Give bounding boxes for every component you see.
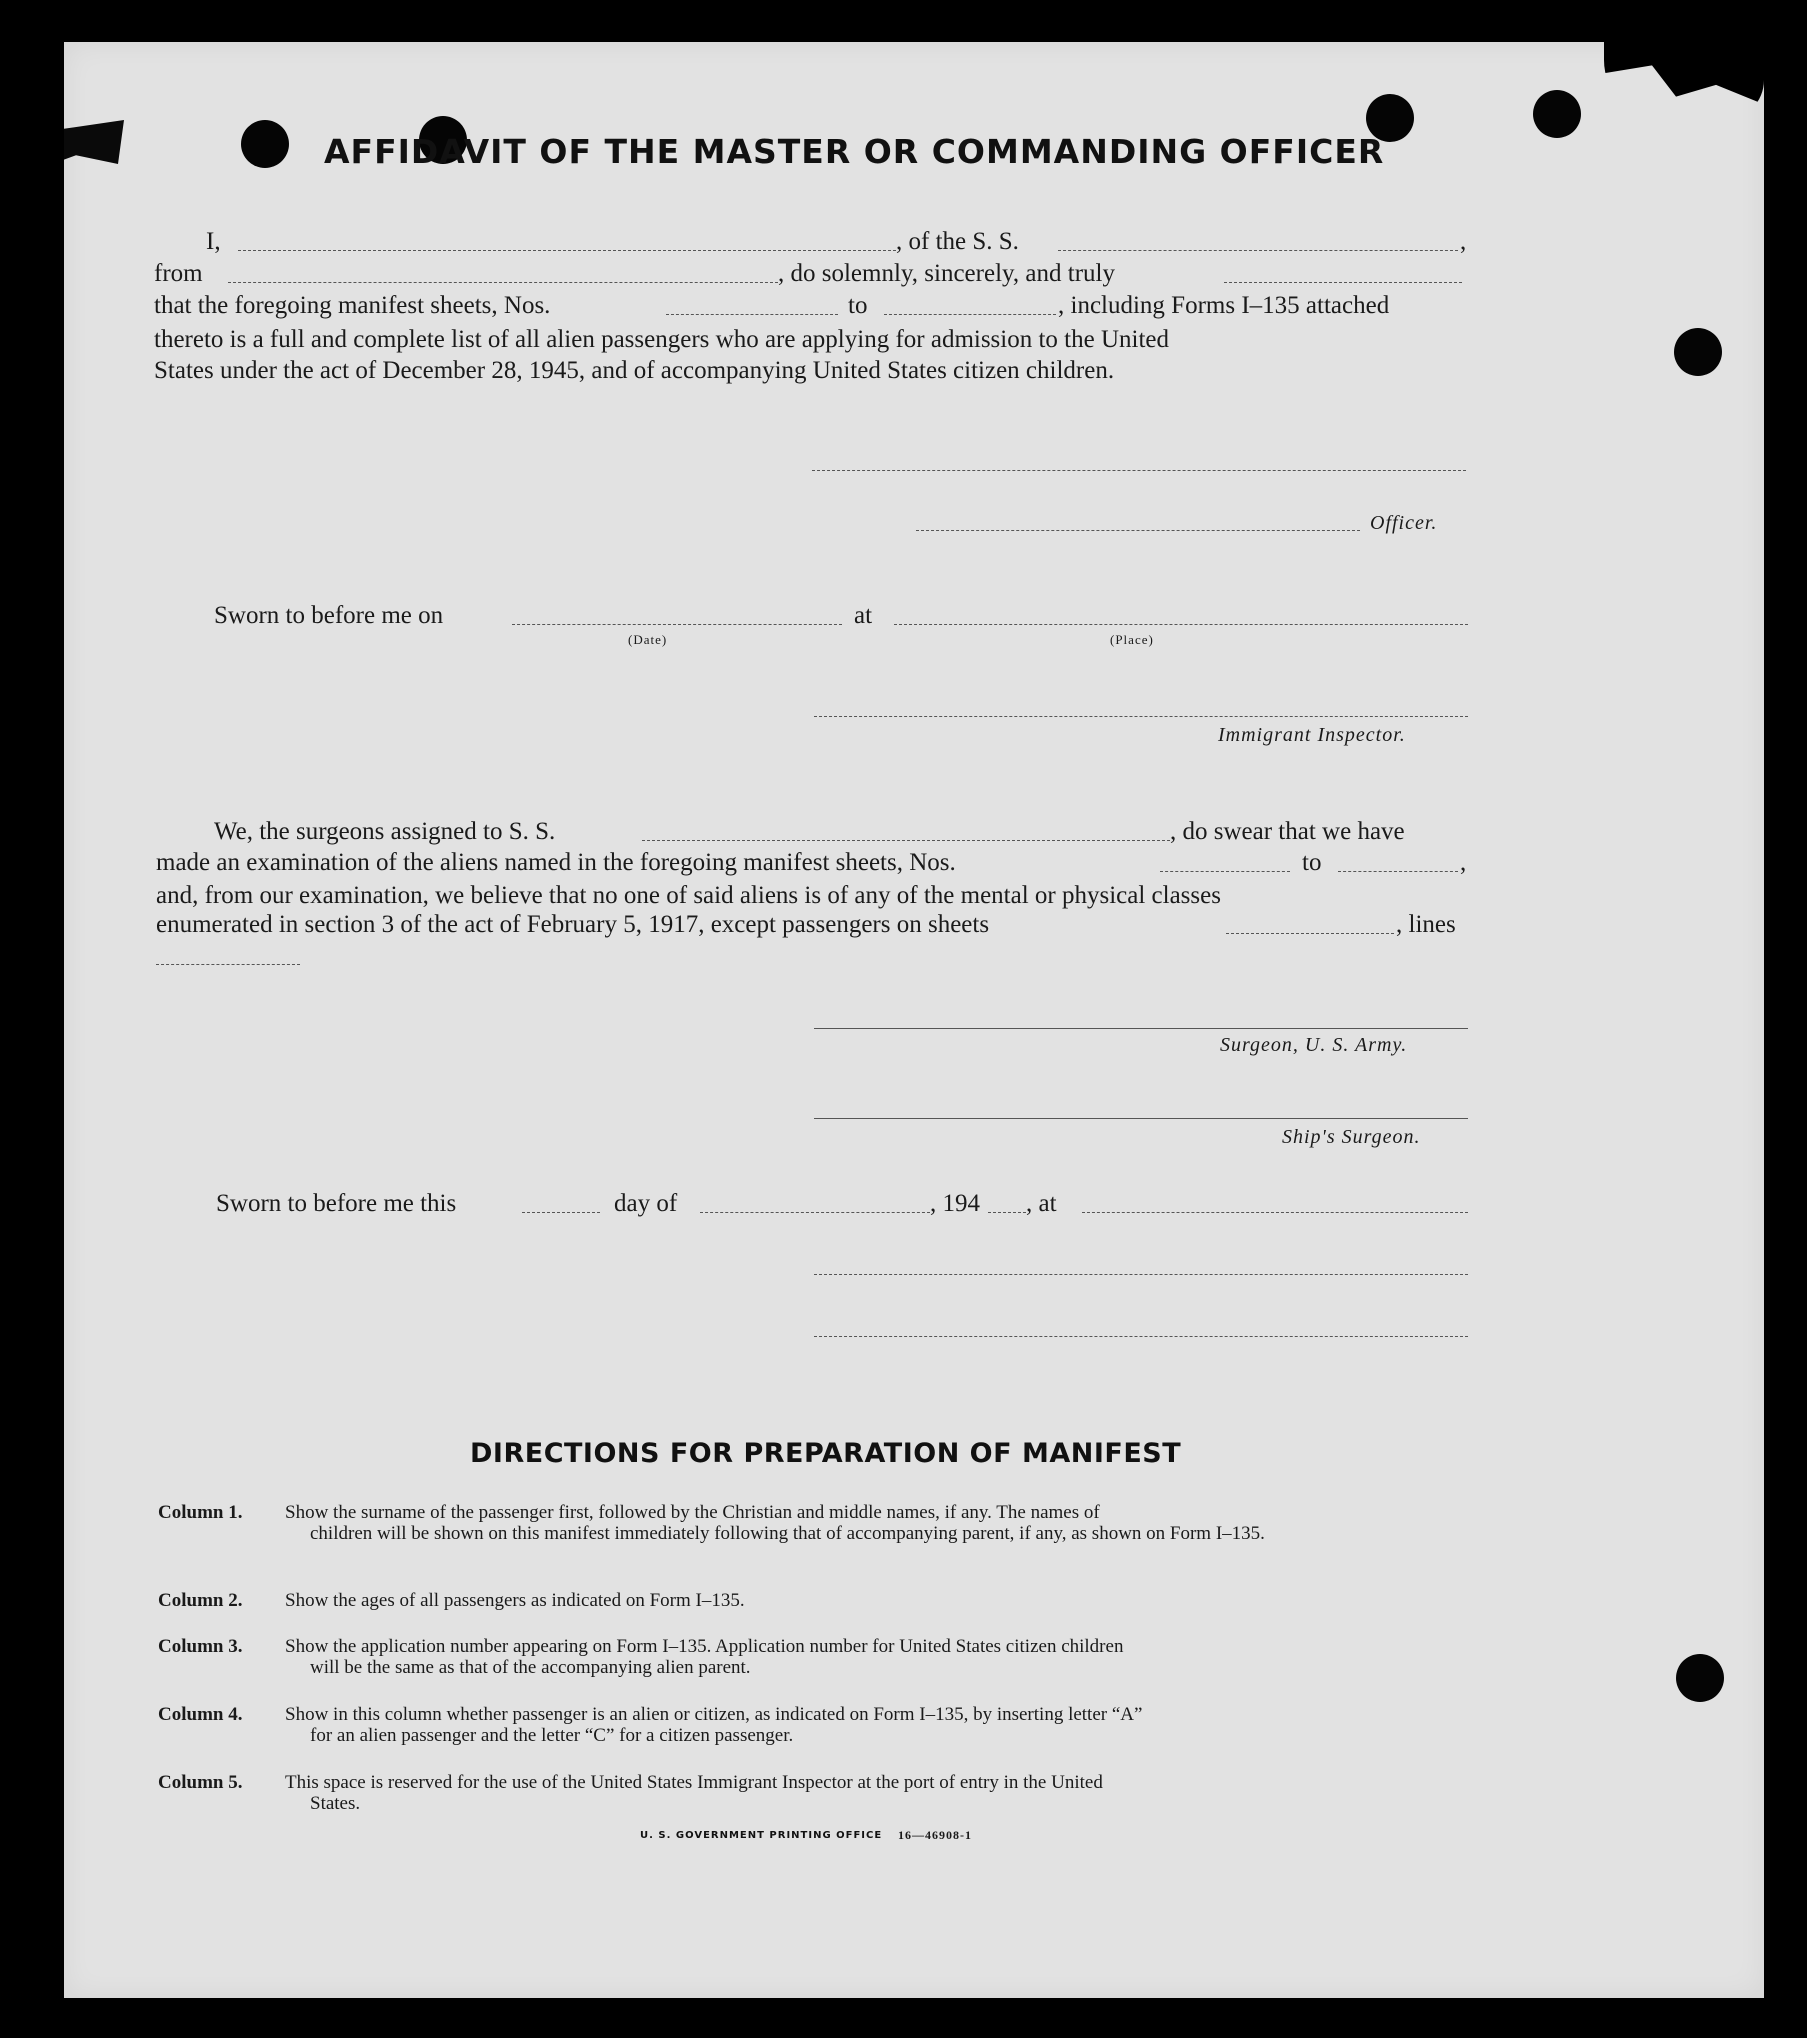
officer-label: Officer. xyxy=(1370,512,1438,534)
except-lines-field[interactable] xyxy=(156,964,300,965)
sworn1-date-field[interactable] xyxy=(512,624,842,625)
master-including: , including Forms I–135 attached xyxy=(1058,292,1390,319)
surgeons-sheets-to-field[interactable] xyxy=(1338,871,1458,872)
punch-hole xyxy=(1676,1654,1724,1702)
surgeons-lines: , lines xyxy=(1396,911,1456,938)
sworn2-month-field[interactable] xyxy=(700,1212,930,1213)
officer-title-line[interactable] xyxy=(916,530,1360,531)
punch-hole xyxy=(241,120,289,168)
footer-code: 16—46908-1 xyxy=(898,1828,972,1842)
surgeons-made: made an examination of the aliens named in the foregoing manifest sheets, Nos. xyxy=(156,849,956,876)
master-from: from xyxy=(154,260,203,287)
sheets-to-field[interactable] xyxy=(884,314,1056,315)
master-name-field[interactable] xyxy=(238,250,896,251)
master-of-ss: , of the S. S. xyxy=(896,228,1019,255)
from-port-field[interactable] xyxy=(228,282,778,283)
surgeons-sheets-from-field[interactable] xyxy=(1160,871,1290,872)
direction-column-2: Column 2. Show the ages of all passengers as indicated on Form I–135. xyxy=(158,1590,745,1611)
punch-hole xyxy=(1674,328,1722,376)
directions-title: DIRECTIONS FOR PREPARATION OF MANIFEST xyxy=(470,1438,1182,1469)
master-line5: States under the act of December 28, 1945, and of accompanying United States citizen children. xyxy=(154,357,1115,384)
sworn2-text: Sworn to before me this xyxy=(216,1190,457,1217)
surgeons-line3: and, from our examination, we believe that no one of said aliens is of any of the mental or physical classes xyxy=(156,882,1221,909)
direction-column-1: Column 1. Show the surname of the passenger first, followed by the Christian and middle names, if any. The names of children will be shown on this manifest immediately following that of accompanying parent, if any, as shown on Form I–135. xyxy=(158,1502,1265,1544)
solemnly-field[interactable] xyxy=(1224,282,1462,283)
punch-hole xyxy=(1533,90,1581,138)
master-foregoing: that the foregoing manifest sheets, Nos. xyxy=(154,292,551,319)
direction-column-5: Column 5. This space is reserved for the use of the United States Immigrant Inspector at the port of entry in the United States. xyxy=(158,1772,1103,1814)
sworn2-signature-line-1[interactable] xyxy=(814,1274,1468,1275)
torn-edge xyxy=(64,120,124,164)
sworn2-year-field[interactable] xyxy=(988,1212,1026,1213)
master-solemnly: , do solemnly, sincerely, and truly xyxy=(778,260,1115,287)
surgeons-we: We, the surgeons assigned to S. S. xyxy=(214,818,556,845)
inspector-signature-line[interactable] xyxy=(814,716,1468,717)
surgeons-ship-field[interactable] xyxy=(642,840,1170,841)
sworn1-text: Sworn to before me on xyxy=(214,602,444,629)
ship-surgeon-label: Ship's Surgeon. xyxy=(1282,1126,1421,1148)
form-sheet: AFFIDAVIT OF THE MASTER OR COMMANDING OFFICER I, , of the S. S. , from , do solemnly, sincerely, and truly that the foregoing manifest sheets, Nos. to , including Forms I–135 attached thereto is a full and complete list of all alien passengers who are applying for admission to the United States under the act of December 28, 1945, and of accompanying United States citizen children. Officer. Sworn to before me on (Date) at (Place) Immigrant Inspector. We, the surgeons assigned to S. S. , do swear that we have made an examination of the aliens named in the foregoing manifest sheets, Nos. to , and, from our examination, we believe that no one of said aliens is of any of the mental or physical classes enumerated in section 3 of the act of February 5, 1917, except passengers on sheets , lines Surgeon, U. S. Army. Ship's Surgeon. Sworn to before me this day of , 194 , at DIRECTIONS FOR PREPARATION OF MANIFEST Column 1. Show the surname of the passenger first, followed by the Christian and middle names, if any. The names of children will be shown on this manifest immediately following that of accompanying parent, if any, as shown on Form I–135. Column 2. Show the ages of all passengers as indicated on Form I–135. Column 3. Show the application number appearing on Form I–135. Application number for United States citizen children will be the same as that of the accompanying alien parent. Column 4. Show in this column whether passenger is an alien or citizen, as indicated on Form I–135, by inserting letter “A” for an alien passenger and the letter “C” for a citizen passenger. Column 5. This space is reserved for the use of the United States Immigrant Inspector at the port of entry in the United States. U. S. GOVERNMENT PRINTING OFFICE 16—46908-1 xyxy=(64,42,1764,1998)
master-signature-line[interactable] xyxy=(812,470,1466,471)
footer-printer: U. S. GOVERNMENT PRINTING OFFICE xyxy=(640,1830,883,1841)
army-surgeon-signature-line[interactable] xyxy=(814,1028,1468,1029)
inspector-label: Immigrant Inspector. xyxy=(1218,724,1406,746)
sheets-from-field[interactable] xyxy=(666,314,838,315)
ship-name-field[interactable] xyxy=(1058,250,1458,251)
direction-column-4: Column 4. Show in this column whether passenger is an alien or citizen, as indicated on Form I–135, by inserting letter “A” for an alien passenger and the letter “C” for a citizen passenger. xyxy=(158,1704,1143,1746)
ship-surgeon-signature-line[interactable] xyxy=(814,1118,1468,1119)
except-sheets-field[interactable] xyxy=(1226,933,1394,934)
torn-corner xyxy=(1604,42,1764,120)
army-surgeon-label: Surgeon, U. S. Army. xyxy=(1220,1034,1408,1056)
surgeons-swear: , do swear that we have xyxy=(1170,818,1405,845)
master-line4: thereto is a full and complete list of all alien passengers who are applying for admission to the United xyxy=(154,326,1170,353)
sworn2-signature-line-2[interactable] xyxy=(814,1336,1468,1337)
direction-column-3: Column 3. Show the application number appearing on Form I–135. Application number for United States citizen children will be the same as that of the accompanying alien parent. xyxy=(158,1636,1124,1678)
master-i: I, xyxy=(206,228,221,255)
surgeons-line4: enumerated in section 3 of the act of February 5, 1917, except passengers on sheets xyxy=(156,911,990,938)
affidavit-title: AFFIDAVIT OF THE MASTER OR COMMANDING OFFICER xyxy=(324,132,1385,171)
sworn2-place-field[interactable] xyxy=(1082,1212,1468,1213)
sworn2-day-field[interactable] xyxy=(522,1212,600,1213)
sworn1-place-field[interactable] xyxy=(894,624,1468,625)
